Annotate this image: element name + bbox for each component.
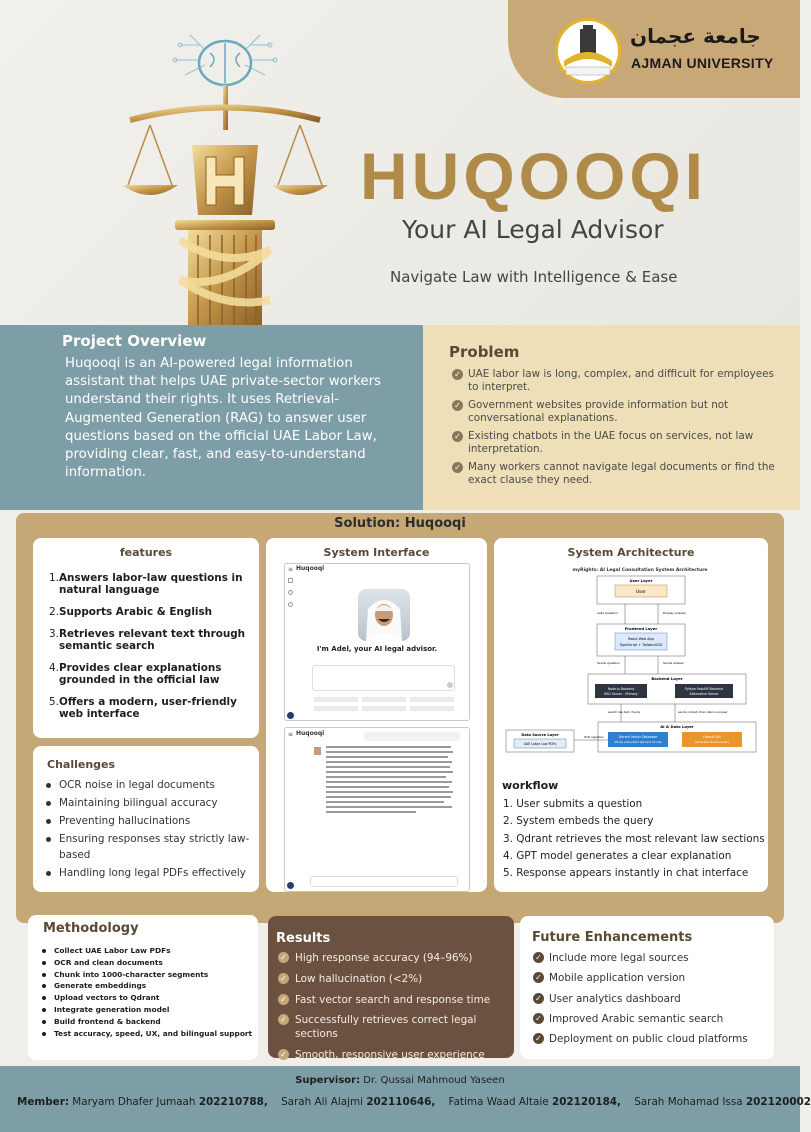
list-item: OCR noise in legal documents	[46, 777, 251, 793]
advisor-answer	[326, 746, 454, 813]
list-item: Collect UAE Labor Law PDFs	[42, 945, 256, 957]
list-item: ✓ High response accuracy (94–96%)	[278, 951, 510, 965]
university-name-arabic: جامعة عجمان	[630, 24, 761, 48]
methodology-heading: Methodology	[43, 921, 139, 936]
list-item: ✓ Include more legal sources	[533, 951, 768, 965]
check-icon: ✓	[452, 462, 463, 473]
user-avatar-icon	[287, 712, 294, 719]
edge-asks: Asks question	[597, 611, 618, 615]
ai-layer-label: AI & Data Layer	[660, 724, 694, 729]
problem-heading: Problem	[449, 343, 520, 361]
features-heading: features	[119, 546, 173, 559]
member-label: Member:	[17, 1096, 69, 1108]
university-name-english: AJMAN UNIVERSITY	[631, 55, 774, 71]
suggestion-chip[interactable]	[362, 706, 406, 711]
data-layer-label: Data Source Layer	[521, 733, 559, 737]
node-label-1: Node.js Backend	[607, 687, 635, 691]
future-heading: Future Enhancements	[532, 930, 693, 945]
list-item: 1. Answers labor-law questions in natural language	[49, 572, 243, 596]
check-icon: ✓	[452, 400, 463, 411]
app-brand: Huqooqi	[296, 730, 325, 737]
supervisor-line	[0, 1075, 800, 1086]
backend-layer-label: Backend Layer	[651, 676, 683, 681]
scales-of-justice-icon	[120, 25, 330, 325]
settings-icon	[288, 602, 293, 607]
member-id: 202210788,	[198, 1096, 268, 1108]
qdrant-label-2: Stores embedded law text chunks	[614, 740, 662, 744]
workflow-list	[503, 796, 765, 882]
results-heading: Results	[276, 931, 331, 946]
chat-input[interactable]	[310, 876, 458, 887]
pdf-label: UAE Labor Law PDFs	[523, 742, 557, 746]
history-icon	[288, 590, 293, 595]
challenges-list	[46, 777, 251, 883]
openai-label-2: Generates final answers	[695, 740, 729, 744]
check-icon: ✓	[452, 369, 463, 380]
architecture-diagram	[500, 562, 762, 767]
list-item: ✓ Existing chatbots in the UAE focus on services, not law interpretation.	[452, 430, 782, 456]
list-item: 3. Qdrant retrieves the most relevant law sections	[503, 832, 765, 845]
list-item: 2. Supports Arabic & English	[49, 606, 213, 618]
member-id: 202120184,	[551, 1096, 621, 1108]
list-item: OCR and clean documents	[42, 957, 256, 969]
list-item: ✓ Government websites provide information but not conversational explanations.	[452, 399, 782, 425]
supervisor-label: Supervisor:	[295, 1075, 361, 1086]
advisor-avatar-small	[314, 747, 321, 755]
list-item: Integrate generation model	[42, 1004, 256, 1016]
list-item: ✓ User analytics dashboard	[533, 992, 768, 1006]
overview-heading: Project Overview	[62, 332, 207, 350]
edge-sends-question: Sends question	[596, 661, 620, 665]
solution-heading: Solution: Huqooqi	[334, 516, 466, 531]
chat-icon	[288, 578, 293, 583]
poster-title: HUQOOQI	[360, 139, 708, 213]
check-icon: ✓	[533, 952, 544, 963]
frontend-label-2: TypeScript + TailwindCSS	[619, 643, 663, 647]
list-item: Maintaining bilingual accuracy	[46, 795, 251, 811]
edge-context: sends context, then returns answer	[678, 710, 728, 714]
list-item: ✓ Low hallucination (<2%)	[278, 972, 510, 986]
check-icon: ✓	[278, 994, 289, 1005]
user-layer-label: User Layer	[629, 578, 653, 583]
member-name: Sarah Ali Alajmi	[281, 1096, 363, 1108]
list-item: 1. User submits a question	[503, 798, 643, 810]
architecture-heading: System Architecture	[567, 546, 695, 559]
python-label-1: Python FastAPI Backend	[684, 687, 724, 691]
challenges-heading: Challenges	[47, 758, 116, 771]
list-item: ✓ Smooth, responsive user experience	[278, 1048, 510, 1062]
frontend-layer-label: Frontend Layer	[624, 626, 658, 631]
check-icon: ✓	[533, 972, 544, 983]
list-item: 3. Retrieves relevant text through semantic search	[49, 628, 246, 652]
features-list	[49, 572, 254, 730]
list-item: Handling long legal PDFs effectively	[46, 865, 251, 881]
list-item: Preventing hallucinations	[46, 813, 251, 829]
suggestion-chip[interactable]	[410, 697, 454, 702]
menu-icon: ≡	[288, 731, 294, 738]
list-item: 4. GPT model generates a clear explanation	[503, 849, 732, 862]
methodology-list	[42, 945, 256, 1039]
check-icon: ✓	[278, 973, 289, 984]
suggestion-chip[interactable]	[362, 697, 406, 702]
diagram-title: myRights: AI Legal Consultation System Architecture	[572, 568, 708, 573]
openai-label-1: OpenAI API	[703, 735, 721, 739]
user-label: User	[635, 590, 647, 595]
list-item: 4. Provides clear explanations grounded in the official law	[49, 662, 222, 686]
check-icon: ✓	[533, 1033, 544, 1044]
member-id: 202110646,	[366, 1096, 436, 1108]
suggestion-chip[interactable]	[410, 706, 454, 711]
list-item: ✓ UAE labor law is long, complex, and difficult for employees to interpret.	[452, 368, 782, 394]
list-item: ✓ Fast vector search and response time	[278, 993, 510, 1007]
list-item: 5. Offers a modern, user-friendly web interface	[49, 696, 237, 720]
list-item: ✓ Successfully retrieves correct legal sections	[278, 1013, 510, 1041]
list-item: Build frontend & backend	[42, 1016, 256, 1028]
list-item: ✓ Improved Arabic semantic search	[533, 1012, 768, 1026]
check-icon: ✓	[533, 1013, 544, 1024]
check-icon: ✓	[533, 993, 544, 1004]
user-avatar-icon	[287, 882, 294, 889]
suggestion-chip[interactable]	[314, 697, 358, 702]
qdrant-label-1: Qdrant Vector Database	[618, 735, 658, 739]
question-input[interactable]	[312, 665, 455, 691]
edge-sends-answer: Sends answer	[663, 661, 684, 665]
problem-list	[452, 368, 782, 492]
interface-heading: System Interface	[323, 546, 430, 559]
list-item: Chunk into 1000-character segments	[42, 969, 256, 981]
poster-tagline: Navigate Law with Intelligence & Ease	[390, 268, 678, 286]
advisor-avatar	[358, 589, 410, 641]
overview-text: Huqooqi is an AI-powered legal information assistant that helps UAE private-sector workers understand their rights. It uses Retrieval-Augmented Generation (RAG) to answer user questions based on the official UAE Labor Law, providing clear, fast, and easy-to-understand information.	[65, 356, 381, 481]
python-label-2: Alternative Server	[689, 692, 719, 696]
edge-display: Display answer	[663, 611, 686, 615]
list-item: ✓ Deployment on public cloud platforms	[533, 1032, 768, 1046]
suggestion-chip[interactable]	[314, 706, 358, 711]
edge-ocr: OCR ingestion	[584, 735, 604, 739]
list-item: Upload vectors to Qdrant	[42, 992, 256, 1004]
check-icon: ✓	[452, 431, 463, 442]
member-name: Maryam Dhafer Jumaah	[72, 1096, 196, 1108]
workflow-heading: workflow	[502, 779, 559, 792]
check-icon: ✓	[278, 952, 289, 963]
menu-icon: ≡	[288, 566, 294, 573]
university-emblem-icon	[555, 18, 621, 84]
poster-subtitle: Your AI Legal Advisor	[402, 215, 664, 244]
list-item: Test accuracy, speed, UX, and bilingual support	[42, 1028, 256, 1040]
frontend-box	[615, 633, 667, 650]
advisor-greeting: I'm Adel, your AI legal advisor.	[316, 645, 438, 653]
app-brand: Huqooqi	[296, 565, 325, 572]
check-icon: ✓	[278, 1014, 289, 1025]
user-question-bubble	[364, 732, 460, 741]
list-item: 2. System embeds the query	[503, 815, 654, 828]
member-name: Sarah Mohamad Issa	[634, 1096, 743, 1108]
members-line	[17, 1096, 811, 1108]
edge-search: search law text chunks	[608, 710, 641, 714]
supervisor-name: Dr. Qussai Mahmoud Yaseen	[363, 1075, 505, 1086]
university-logo-card	[508, 0, 800, 98]
frontend-label-1: React Web App	[628, 637, 654, 641]
list-item: 5. Response appears instantly in chat interface	[503, 867, 749, 880]
list-item: Ensuring responses stay strictly law-based	[46, 831, 251, 863]
node-label-2: RAG Server - Primary	[604, 692, 638, 696]
future-list	[533, 951, 768, 1052]
send-icon[interactable]	[447, 682, 453, 688]
member-id: 202120002	[745, 1096, 811, 1108]
list-item: ✓ Mobile application version	[533, 971, 768, 985]
check-icon: ✓	[278, 1049, 289, 1060]
list-item: ✓ Many workers cannot navigate legal documents or find the exact clause they need.	[452, 461, 782, 487]
member-name: Fatima Waad Altaie	[448, 1096, 549, 1108]
list-item: Generate embeddings	[42, 980, 256, 992]
results-list	[278, 951, 510, 1069]
